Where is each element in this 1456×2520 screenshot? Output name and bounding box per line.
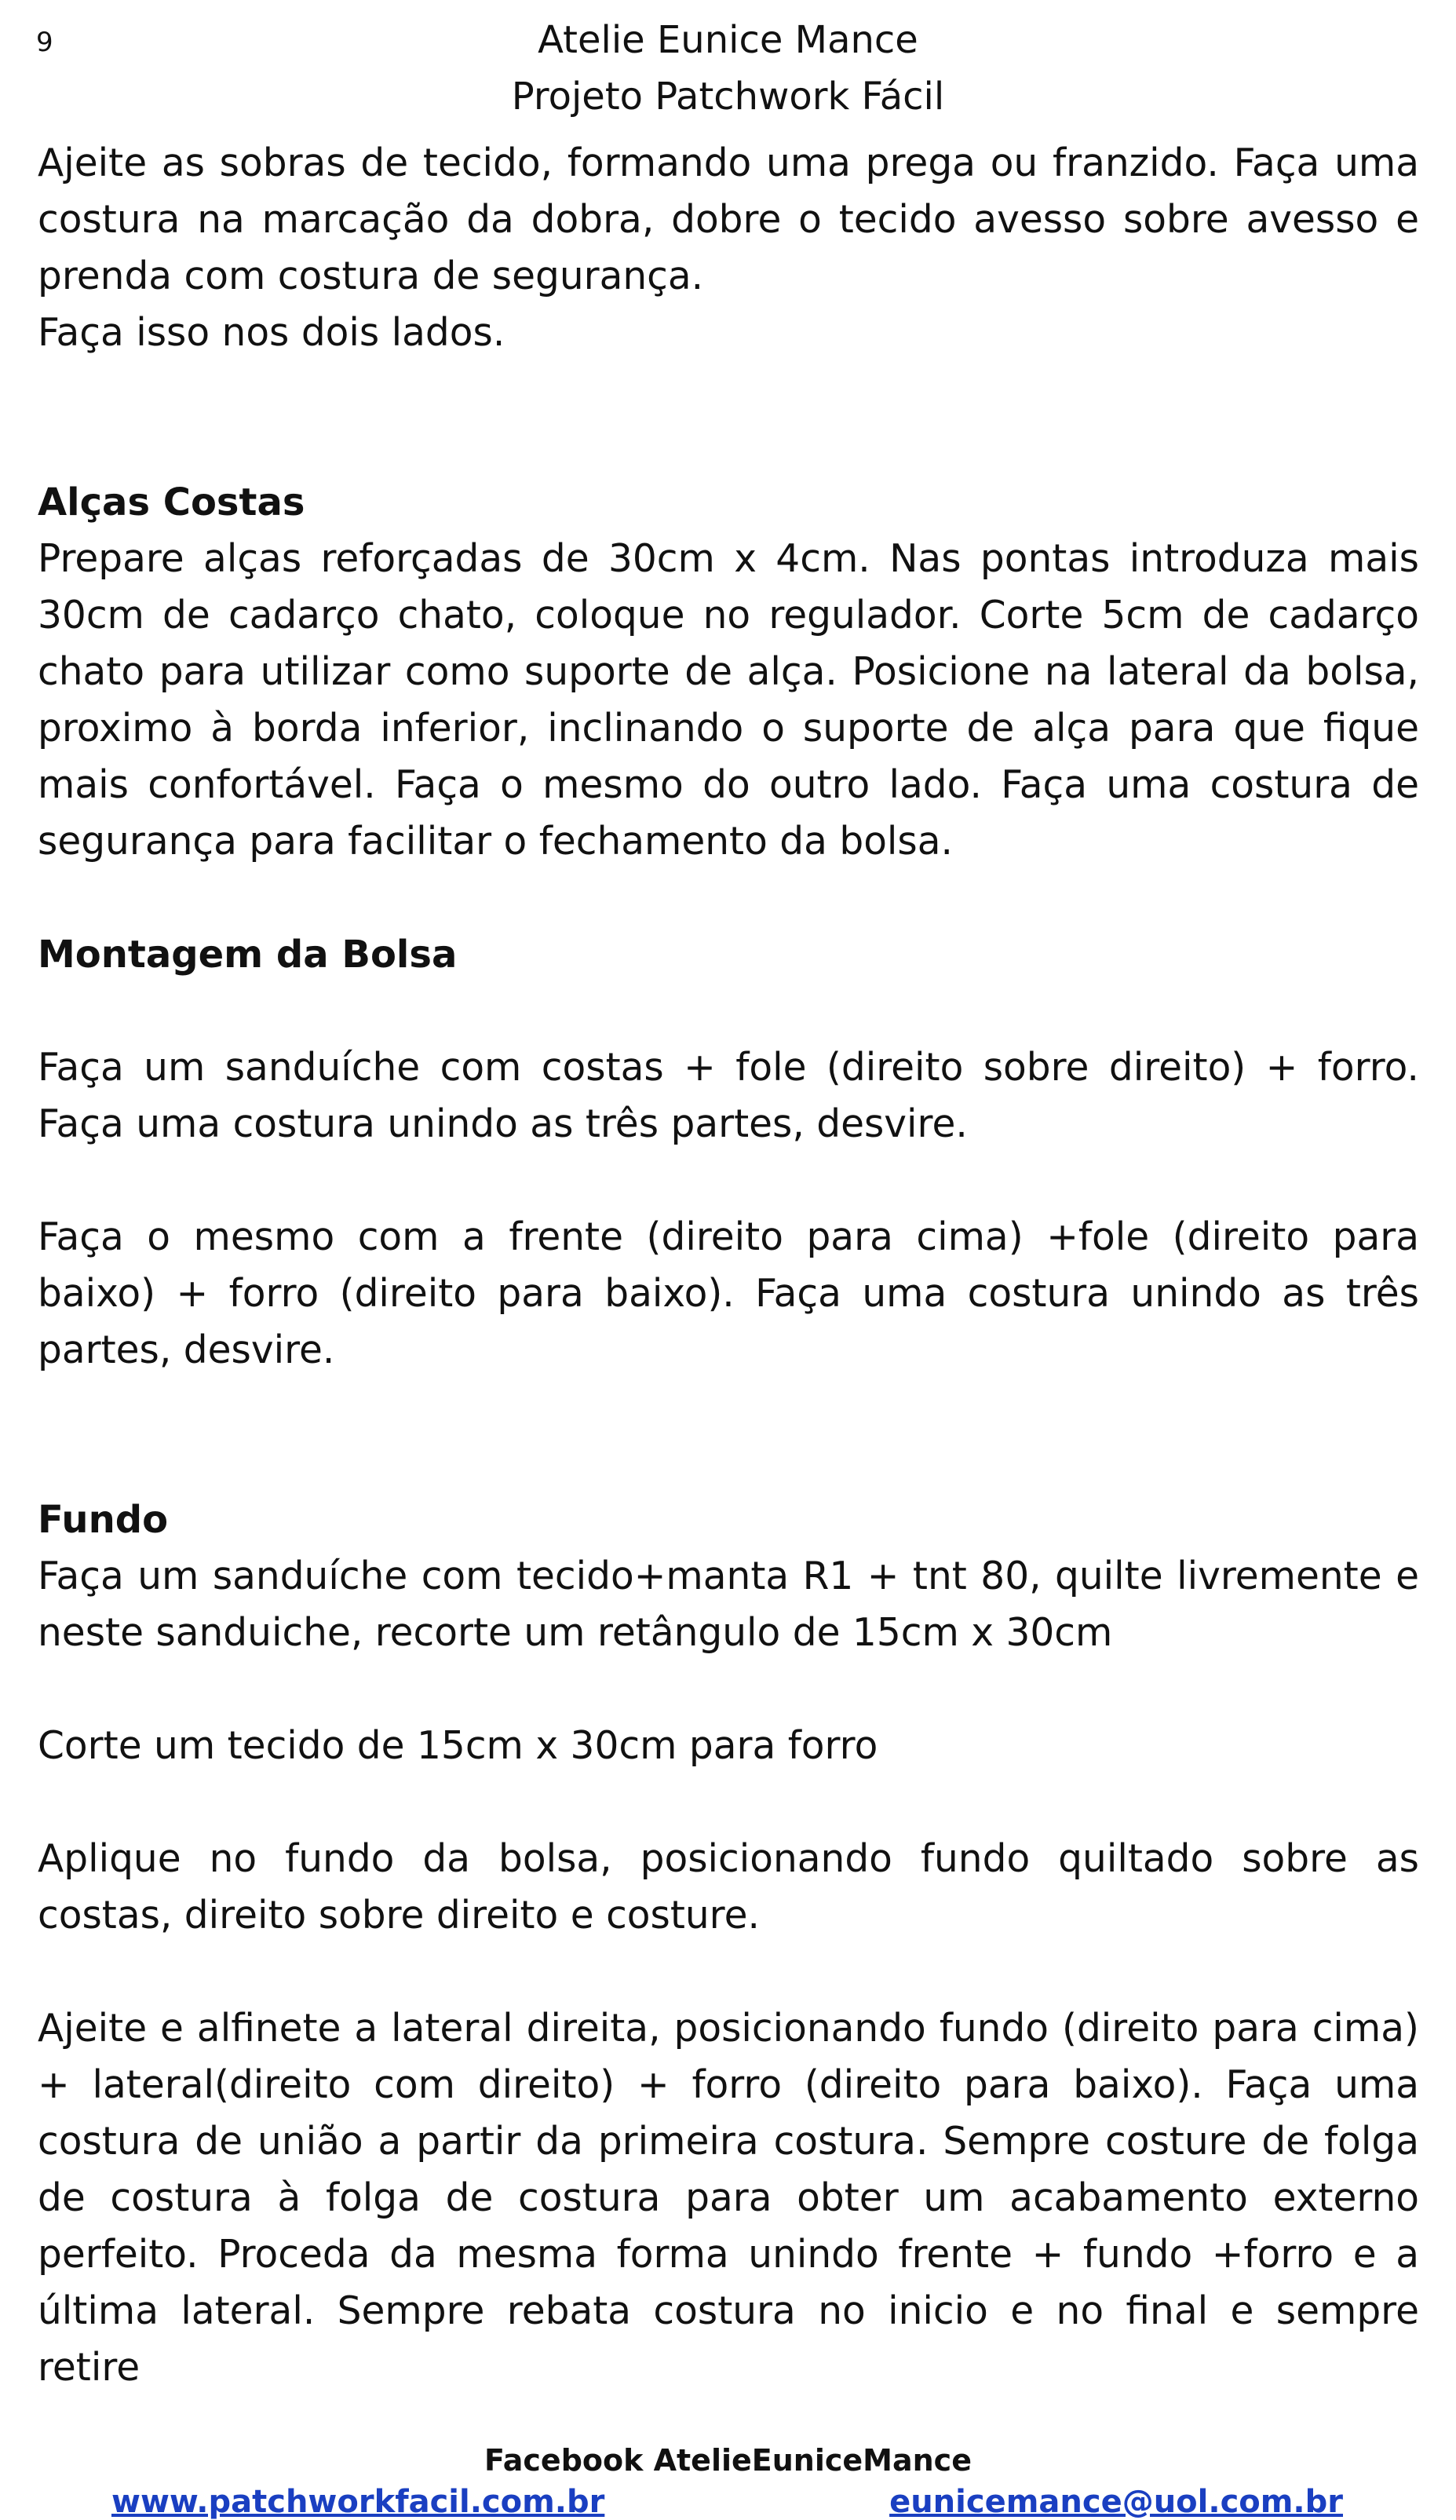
fundo-paragraph-1: Faça um sanduíche com tecido+manta R1 + tnt 80, quilte livremente e neste sanduiche, recorte um retângulo de 15cm x 30cm: [38, 1554, 1419, 1655]
header-title: Atelie Eunice Mance: [538, 18, 918, 62]
spacer: [38, 983, 1419, 1039]
spacer: [38, 361, 1419, 474]
section-heading-fundo: Fundo: [38, 1498, 169, 1542]
header-subtitle: Projeto Patchwork Fácil: [511, 75, 945, 119]
spacer: [38, 1152, 1419, 1209]
spacer: [38, 1944, 1419, 2000]
footer-email-link[interactable]: eunicemance@uol.com.br: [889, 2484, 1343, 2520]
page-number: 9: [36, 27, 53, 58]
footer-website-link[interactable]: www.patchworkfacil.com.br: [111, 2484, 605, 2520]
fundo-paragraph-2: Corte um tecido de 15cm x 30cm para forro: [38, 1724, 878, 1768]
montagem-paragraph-2: Faça o mesmo com a frente (direito para cima) +fole (direito para baixo) + forro (direito para baixo). Faça uma costura unindo as três partes, desvire.: [38, 1215, 1419, 1372]
section-heading-montagem: Montagem da Bolsa: [38, 933, 458, 977]
montagem-paragraph-1: Faça um sanduíche com costas + fole (direito sobre direito) + forro. Faça uma costura unindo as três partes, desvire.: [38, 1046, 1419, 1146]
spacer: [38, 1379, 1419, 1492]
fundo-paragraph-3: Aplique no fundo da bolsa, posicionando fundo quiltado sobre as costas, direito sobre direito e costure.: [38, 1837, 1419, 1937]
footer-facebook: Facebook AtelieEuniceMance: [484, 2443, 972, 2478]
document-body: [38, 135, 1419, 2396]
section-heading-alcas: Alças Costas: [38, 480, 305, 524]
spacer: [38, 870, 1419, 926]
intro-paragraph-1: Ajeite as sobras de tecido, formando uma prega ou franzido. Faça uma costura na marcação da dobra, dobre o tecido avesso sobre avesso e prenda com costura de segurança.: [38, 141, 1419, 298]
fundo-paragraph-4: Ajeite e alfinete a lateral direita, posicionando fundo (direito para cima) + lateral(direito com direito) + forro (direito para baixo). Faça uma costura de união a partir da primeira costura. Sempre costure de folga de costura à folga de costura para obter um acabamento externo perfeito. Proceda da mesma forma unindo frente + fundo +forro e a última lateral. Sempre rebata costura no inicio e no final e sempre retire: [38, 2007, 1419, 2390]
spacer: [38, 1774, 1419, 1831]
intro-paragraph-2: Faça isso nos dois lados.: [38, 311, 505, 355]
alcas-paragraph: Prepare alças reforçadas de 30cm x 4cm. Nas pontas introduza mais 30cm de cadarço chato, coloque no regulador. Corte 5cm de cadarço chato para utilizar como suporte de alça. Posicione na lateral da bolsa, proximo à borda inferior, inclinando o suporte de alça para que fique mais confortável. Faça o mesmo do outro lado. Faça uma costura de segurança para facilitar o fechamento da bolsa.: [38, 537, 1419, 864]
spacer: [38, 1661, 1419, 1718]
